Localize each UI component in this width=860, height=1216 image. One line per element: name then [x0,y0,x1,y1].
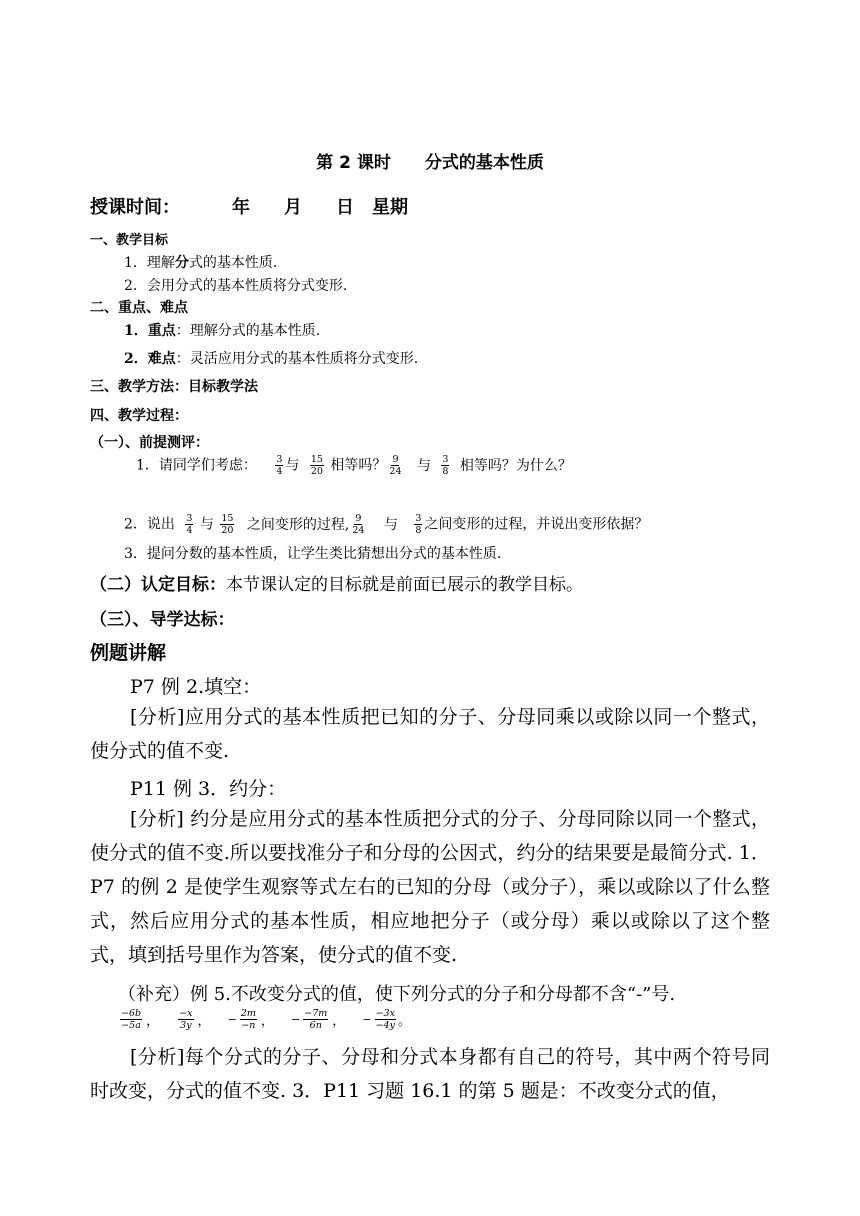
question-2: 2．说出 $\frac{3}{4}$ 与 $\frac{15}{20}$ 之间变形的过程, $\frac{9}{24}$ 与 $\frac{3}{8}$ 之间变形的过程，并说出变形依据？ [124,513,649,536]
goal-item-2: 2．会用分式的基本性质将分式变形. [124,278,348,294]
section-heading-method: 三、教学方法：目标教学法 [90,379,258,395]
ex5-fraction-3: − $\frac{2m}{-n}$ ， [227,1008,274,1031]
ex5-fraction-5: − $\frac{-3x}{-4y}$ 。 [362,1008,411,1031]
section-heading-process: 四、教学过程： [90,408,188,424]
example-p11: P11 例 3．约分： [130,778,287,800]
fraction-9-24: $\frac{9}{24}$ [389,454,402,477]
page-title [0,148,860,173]
example-5: （补充）例 5.不改变分式的值，使下列分式的分子和分母都不含“-”号. [118,984,676,1005]
difficult-point: 2．难点：灵活应用分式的基本性质将分式变形. [124,351,419,367]
teach-time-label: 授课时间： [90,197,180,218]
analysis-2: [分析] 约分是应用分式的基本性质把分式的分子、分母同除以同一个整式，使分式的值不变.所以要找准分子和分母的公因式，约分的结果要是最简分式. 1．P7 的例 2 是使学生观察等式左右的已知的分母（或分子），乘以或除以了什么整式，然后应用分式的基本性质，相应地把分子（或分母）乘以或除以了这个整式，填到括号里作为答案，使分式的值不变. [90,808,770,966]
difficult-point-label: 2．难点 [124,351,176,367]
day-label: 日 [336,197,354,218]
fraction-15-20: $\frac{15}{20}$ [221,513,234,536]
section-heading-key-points: 二、重点、难点 [90,300,188,316]
ex5-fraction-2: $\frac{-x}{3y}$ ， [179,1008,211,1031]
fraction-3-4: $\frac{3}{4}$ [186,513,193,536]
ex5-fraction-4: − $\frac{-7m}{6n}$ ， [291,1008,346,1031]
part1-heading: （一）、前提测评： [90,435,209,451]
month-label: 月 [284,197,302,218]
question-3: 3．提问分数的基本性质，让学生类比猜想出分式的基本性质. [124,546,502,562]
fraction-3-8: $\frac{3}{8}$ [415,513,422,536]
analysis-3: [分析]每个分式的分子、分母和分式本身都有自己的符号，其中两个符号同时改变，分式的值不变. 3．P11 习题 16.1 的第 5 题是：不改变分式的值， [90,1046,770,1102]
ex5-fraction-1: $\frac{-6b}{-5a}$ ， [121,1008,160,1031]
lesson-number: 第 2 课时 [316,153,391,173]
fraction-3-4: $\frac{3}{4}$ [276,454,283,477]
year-label: 年 [232,197,250,218]
goal-item-1: 1．理解分式的基本性质. [124,255,278,271]
question-1: 1．请同学们考虑： $\frac{3}{4}$ 与 $\frac{15}{20}$ 相等吗？ $\frac{9}{24}$ 与 $\frac{3}{8}$ 相等吗？为什么？ [136,454,572,477]
part2-text: 本节课认定的目标就是前面已展示的教学目标。 [226,575,583,595]
fraction-9-24: $\frac{9}{24}$ [352,513,365,536]
part3-heading: （三）、导学达标： [90,610,235,630]
section-heading-goals: 一、教学目标 [90,233,169,248]
teach-time-row [90,193,408,219]
example-5-fractions [118,1008,423,1031]
analysis-1: [分析]应用分式的基本性质把已知的分子、分母同乘以或除以同一个整式，使分式的值不变. [90,706,770,762]
part2-label: （二）认定目标： [90,575,226,595]
fraction-15-20: $\frac{15}{20}$ [310,454,323,477]
lesson-topic: 分式的基本性质 [424,153,544,173]
key-point: 1．重点：理解分式的基本性质. [124,323,321,339]
key-point-label: 1．重点 [124,323,176,339]
example-p7: P7 例 2.填空： [130,676,262,698]
part2-line [90,570,583,595]
weekday-label: 星期 [372,197,408,218]
examples-heading: 例题讲解 [90,642,167,664]
fraction-3-8: $\frac{3}{8}$ [442,454,449,477]
